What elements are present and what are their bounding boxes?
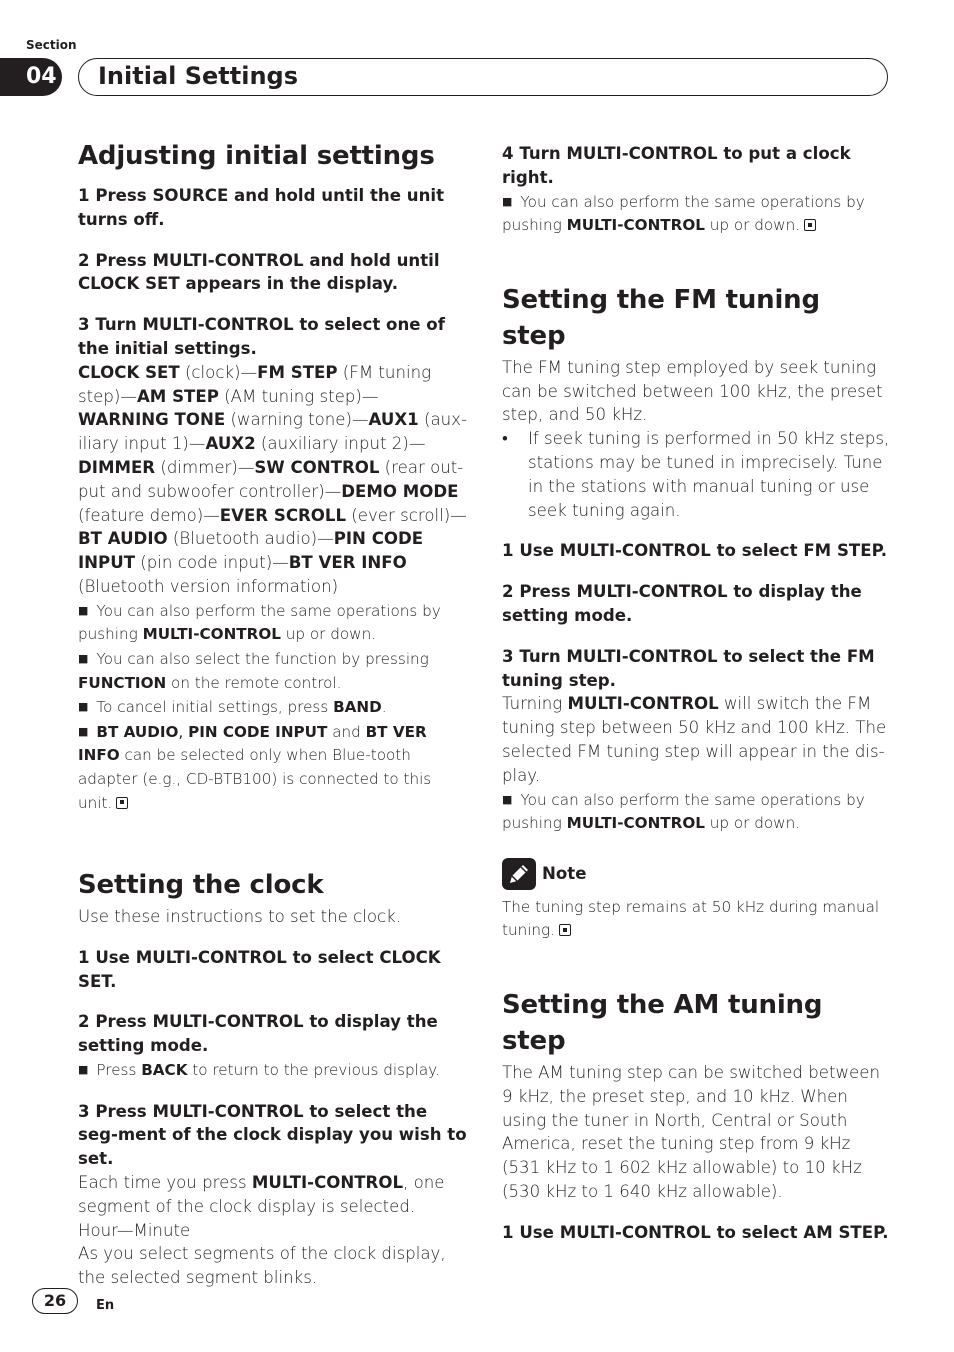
- setting-description: (AM tuning step)—: [218, 386, 379, 406]
- heading-setting-the-clock: Setting the clock: [78, 870, 324, 901]
- setting-name: AM STEP: [136, 386, 219, 406]
- end-mark-icon: [116, 797, 128, 809]
- fm-step-1: 1 Use MULTI-CONTROL to select FM STEP.: [502, 541, 888, 561]
- am-step-1: 1 Use MULTI-CONTROL to select AM STEP.: [502, 1222, 889, 1242]
- square-bullet-icon: ■: [78, 651, 89, 665]
- square-bullet-icon: ■: [78, 603, 89, 617]
- setting-description: (feature demo)—: [78, 505, 220, 525]
- dot-bullet-icon: •: [502, 429, 508, 449]
- setting-description: (dimmer)—: [155, 457, 255, 477]
- clock-step-1: 1 Use MULTI-CONTROL to select CLOCK SET.: [78, 947, 441, 991]
- setting-name: SW CONTROL: [254, 457, 380, 477]
- square-bullet-icon: ■: [78, 724, 89, 738]
- heading-am-tuning-step: Setting the AM tuning step: [502, 989, 823, 1056]
- page-number: 26: [32, 1288, 78, 1314]
- language-code: En: [96, 1298, 115, 1313]
- setting-description: (aux-iliary input 1)—: [78, 410, 467, 454]
- setting-name: DIMMER: [78, 457, 156, 477]
- note-header: [502, 858, 892, 890]
- fm-body: Turning MULTI-CONTROL will switch the FM tuning step between 50 kHz and 100 kHz. The selected FM tuning step will appear in the dis-play.: [502, 694, 887, 785]
- clock-note-1: ■ Press BACK to return to the previous display.: [78, 1061, 440, 1080]
- square-bullet-icon: ■: [502, 194, 513, 208]
- setting-name: CLOCK SET: [78, 362, 180, 382]
- setting-name: FM STEP: [257, 362, 338, 382]
- note-heading: Note: [542, 863, 587, 883]
- section-title: Initial Settings: [98, 62, 299, 90]
- setting-description: (warning tone)—: [225, 410, 369, 430]
- square-bullet-icon: ■: [78, 700, 89, 714]
- section-number-tab: 04: [0, 58, 62, 96]
- setting-description: (rear out-put and subwoofer controller)—: [78, 457, 464, 501]
- clock-step-2: 2 Press MULTI-CONTROL to display the setting mode.: [78, 1012, 438, 1056]
- clock-step-3: 3 Press MULTI-CONTROL to select the seg-ment of the clock display you wish to set.: [78, 1101, 467, 1169]
- fm-step-2: 2 Press MULTI-CONTROL to display the setting mode.: [502, 582, 862, 625]
- setting-name: AUX2: [205, 434, 256, 454]
- fm-intro: The FM tuning step employed by seek tuning can be switched between 100 kHz, the preset step, and 50 kHz.: [502, 357, 883, 425]
- setting-description: (FM tuning step)—: [78, 362, 432, 406]
- adjust-step-2: 2 Press MULTI-CONTROL and hold until CLOCK SET appears in the display.: [78, 250, 440, 294]
- clock-body-3: As you select segments of the clock display, the selected segment blinks.: [78, 1244, 446, 1288]
- setting-description: (Bluetooth audio)—: [167, 529, 334, 549]
- clock-note-2: ■ You can also perform the same operations by pushing MULTI-CONTROL up or down.: [502, 192, 865, 235]
- clock-intro: Use these instructions to set the clock.: [78, 907, 402, 927]
- adjust-note-2: ■ You can also select the function by pressing FUNCTION on the remote control.: [78, 649, 429, 692]
- setting-description: (Bluetooth version information): [78, 576, 339, 596]
- adjust-note-1: ■ You can also perform the same operations by pushing MULTI-CONTROL up or down.: [78, 601, 441, 644]
- setting-description: (pin code input)—: [135, 553, 289, 573]
- am-intro: The AM tuning step can be switched between 9 kHz, the preset step, and 10 kHz. When using the tuner in North, Central or South America, reset the tuning step from 9 kHz (531 kHz to 1 602 kHz allowable) to 10 kHz (530 kHz to 1 640 kHz allowable).: [502, 1062, 880, 1201]
- left-column: [78, 138, 468, 1290]
- setting-name: BT VER INFO: [288, 553, 407, 573]
- settings-list: [78, 361, 468, 599]
- heading-adjusting-initial-settings: Adjusting initial settings: [78, 141, 435, 171]
- setting-description: (clock)—: [179, 362, 258, 382]
- setting-name: PIN CODE INPUT: [78, 529, 424, 573]
- clock-step-4: 4 Turn MULTI-CONTROL to put a clock right.: [502, 144, 851, 187]
- setting-name: WARNING TONE: [78, 410, 226, 430]
- adjust-step-3: 3 Turn MULTI-CONTROL to select one of the initial settings.: [78, 315, 445, 358]
- setting-description: (auxiliary input 2)—: [255, 434, 426, 454]
- fm-dot-item: • If seek tuning is performed in 50 kHz steps, stations may be tuned in imprecisely. Tune in the stations with manual tuning or use seek tuning again.: [502, 429, 890, 520]
- adjust-note-4: ■ BT AUDIO, PIN CODE INPUT and BT VER INFO can be selected only when Blue-tooth adapter (e.g., CD-BTB100) is connected to this unit.: [78, 722, 432, 812]
- adjust-note-3: ■ To cancel initial settings, press BAND.: [78, 698, 387, 717]
- fm-note-1: ■ You can also perform the same operations by pushing MULTI-CONTROL up or down.: [502, 790, 865, 833]
- clock-body-1: Each time you press MULTI-CONTROL, one segment of the clock display is selected.: [78, 1173, 445, 1216]
- setting-name: DEMO MODE: [341, 481, 459, 501]
- fm-step-3: 3 Turn MULTI-CONTROL to select the FM tuning step.: [502, 646, 875, 690]
- setting-name: BT AUDIO: [78, 529, 168, 549]
- pencil-note-icon: [502, 858, 536, 890]
- square-bullet-icon: ■: [78, 1063, 89, 1077]
- heading-fm-tuning-step: Setting the FM tuning step: [502, 284, 820, 351]
- setting-description: (ever scroll)—: [346, 505, 467, 525]
- note-text: The tuning step remains at 50 kHz during manual tuning.: [502, 897, 880, 940]
- setting-name: AUX1: [368, 410, 419, 430]
- end-mark-icon: [559, 924, 571, 936]
- clock-body-2: Hour—Minute: [78, 1220, 191, 1240]
- square-bullet-icon: ■: [502, 792, 513, 806]
- setting-name: EVER SCROLL: [219, 505, 347, 525]
- end-mark-icon: [804, 219, 816, 231]
- right-column: [502, 138, 892, 1244]
- section-label: Section: [26, 38, 77, 52]
- adjust-step-1: 1 Press SOURCE and hold until the unit turns off.: [78, 186, 445, 229]
